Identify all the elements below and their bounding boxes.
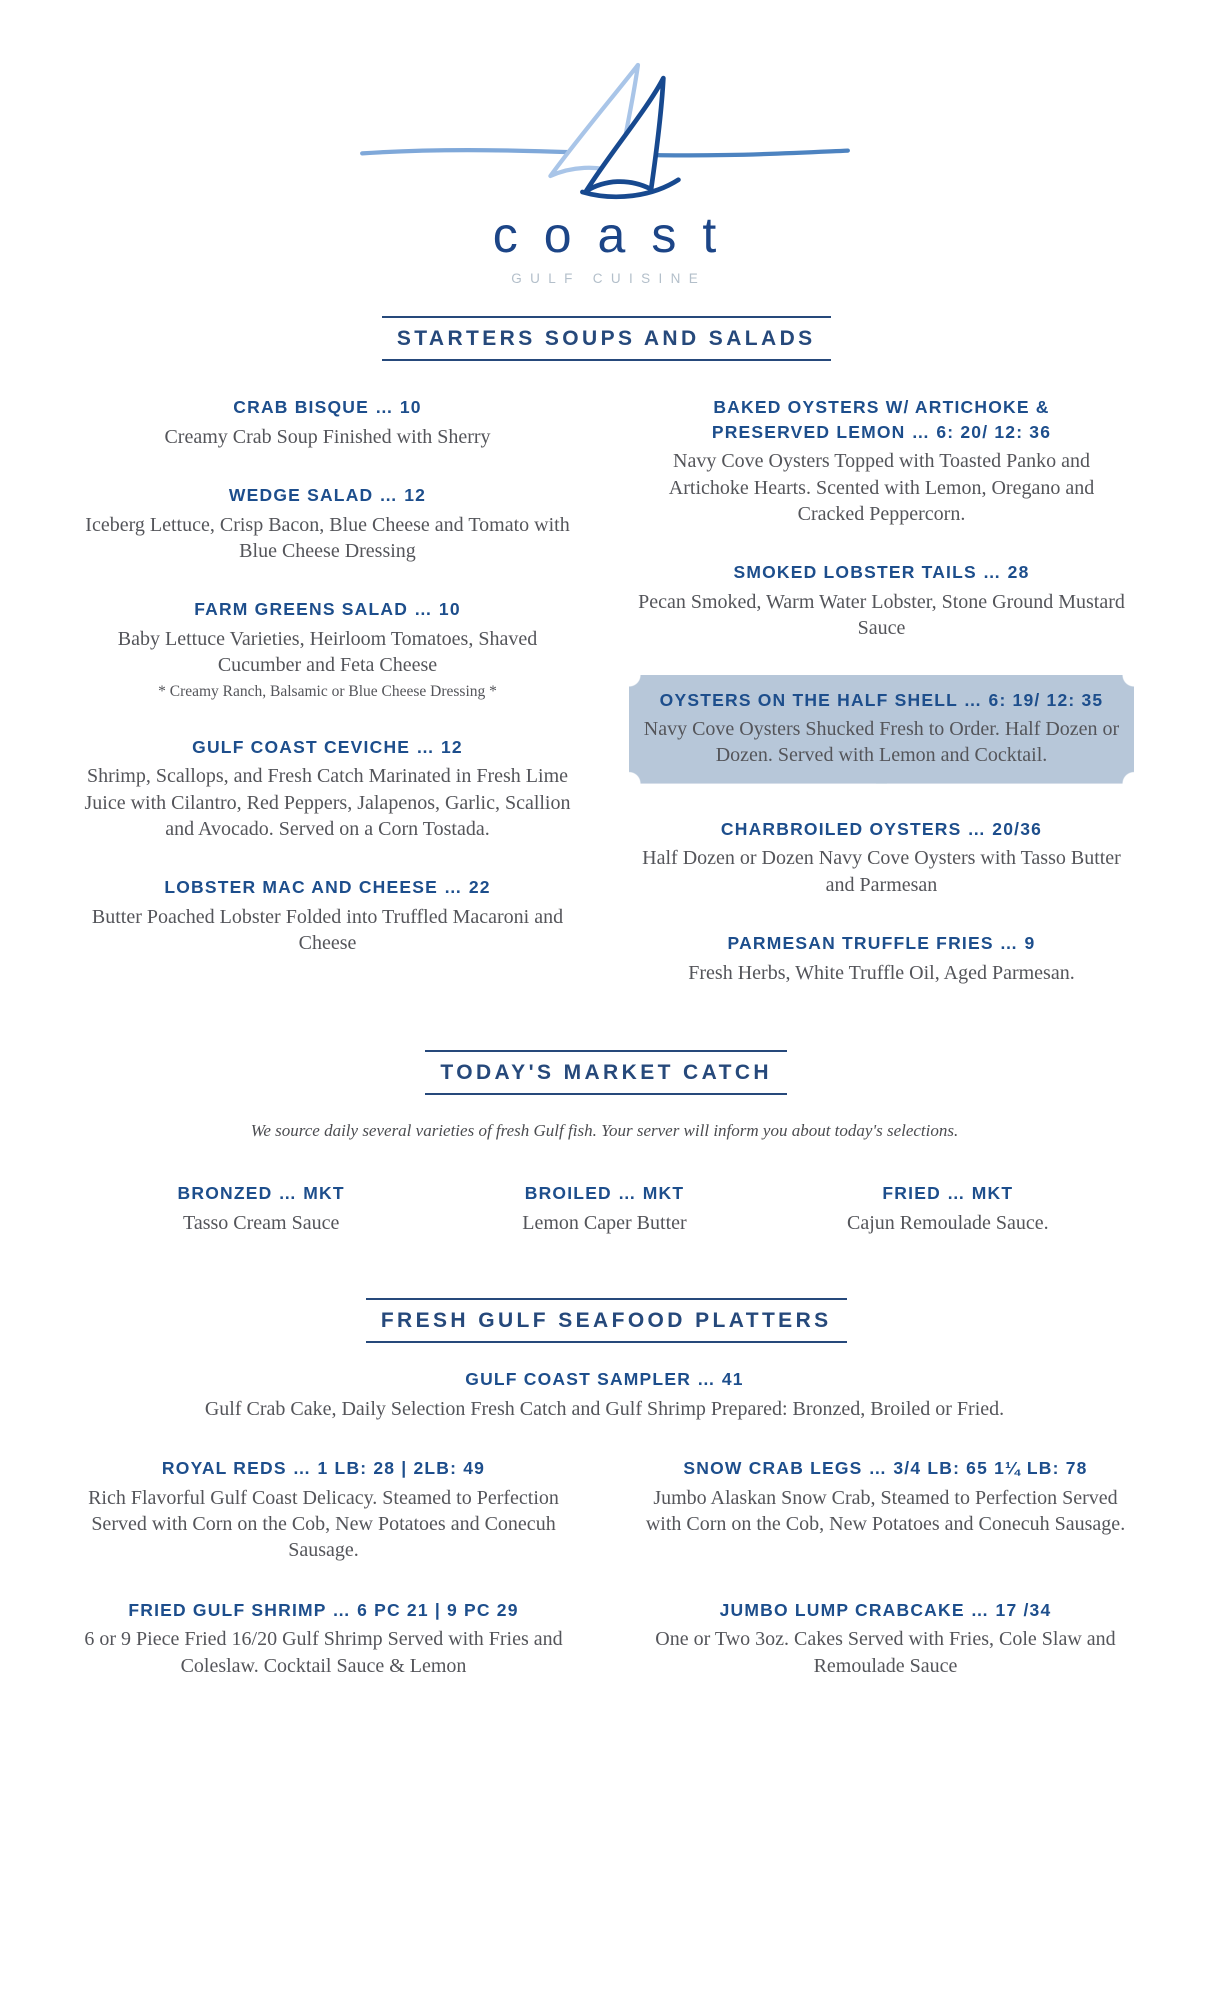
item-description: Iceberg Lettuce, Crisp Bacon, Blue Cheese and Tomato with Blue Cheese Dressing — [85, 513, 570, 562]
item-description: Jumbo Alaskan Snow Crab, Steamed to Perfection Served with Corn on the Cob, New Potatoes and Conecuh Sausage. — [645, 1486, 1126, 1535]
item-description: 6 or 9 Piece Fried 16/20 Gulf Shrimp Served with Fries and Coleslaw. Cocktail Sauce & Lemon — [84, 1628, 563, 1677]
item-name: GULF COAST SAMPLER … 41 — [465, 1369, 744, 1390]
item-name: ROYAL REDS … 1 LB: 28 | 2LB: 49 — [161, 1458, 486, 1479]
sailboat-icon — [335, 48, 875, 208]
platters-grid — [65, 1456, 1145, 1679]
market-option-fried — [776, 1181, 1119, 1236]
menu-item-oysters-half-shell-highlighted — [629, 675, 1135, 784]
item-description: Tasso Cream Sauce — [183, 1211, 340, 1234]
item-name: FRIED GULF SHRIMP … 6 PC 21 | 9 PC 29 — [128, 1599, 519, 1620]
item-description: Creamy Crab Soup Finished with Sherry — [164, 425, 491, 448]
menu-item-crab-bisque — [75, 395, 581, 450]
item-description: Butter Poached Lobster Folded into Truffled Macaroni and Cheese — [91, 905, 564, 955]
item-name: FRIED … MKT — [882, 1183, 1014, 1204]
item-description: Lemon Caper Butter — [522, 1211, 687, 1234]
item-name: BAKED OYSTERS W/ ARTICHOKE & PRESERVED LEMON … 6: 20/ 12: 36 — [711, 397, 1052, 442]
item-description: Fresh Herbs, White Truffle Oil, Aged Parmesan. — [688, 961, 1075, 984]
item-name: WEDGE SALAD … 12 — [228, 485, 427, 506]
menu-item-parmesan-truffle-fries — [629, 931, 1135, 986]
item-description: Rich Flavorful Gulf Coast Delicacy. Steamed to Perfection Served with Corn on the Cob, New Potatoes and Conecuh Sausage. — [88, 1486, 559, 1562]
restaurant-logo — [0, 48, 1209, 286]
item-name: BRONZED … MKT — [177, 1183, 345, 1204]
item-description: Navy Cove Oysters Shucked Fresh to Order. Half Dozen or Dozen. Served with Lemon and Cocktail. — [643, 718, 1120, 767]
menu-item-gulf-coast-ceviche — [75, 735, 581, 843]
item-description: Cajun Remoulade Sauce. — [847, 1211, 1049, 1234]
section-heading-platters: FRESH GULF SEAFOOD PLATTERS — [0, 1298, 1209, 1343]
section-heading-market-catch: TODAY'S MARKET CATCH — [0, 1050, 1209, 1095]
market-catch-intro: We source daily several varieties of fresh Gulf fish. Your server will inform you about today's selections. — [250, 1121, 959, 1141]
item-name: JUMBO LUMP CRABCAKE … 17 /34 — [719, 1599, 1052, 1620]
item-description: Baby Lettuce Varieties, Heirloom Tomatoes, Shaved Cucumber and Feta Cheese — [117, 627, 538, 677]
item-name: GULF COAST CEVICHE … 12 — [192, 736, 463, 757]
starters-left-column — [75, 395, 581, 986]
item-name: CHARBROILED OYSTERS … 20/36 — [720, 818, 1043, 839]
item-note: * Creamy Ranch, Balsamic or Blue Cheese Dressing * — [158, 682, 497, 700]
menu-item-royal-reds — [65, 1456, 583, 1564]
item-name: LOBSTER MAC AND CHEESE … 22 — [164, 877, 491, 898]
menu-item-snow-crab-legs — [627, 1456, 1145, 1564]
menu-item-wedge-salad — [75, 483, 581, 564]
menu-item-farm-greens-salad — [75, 597, 581, 701]
section-heading-starters: STARTERS SOUPS AND SALADS — [0, 316, 1209, 361]
item-description: Shrimp, Scallops, and Fresh Catch Marinated in Fresh Lime Juice with Cilantro, Red Peppers, Jalapenos, Garlic, Scallion and Avocado. Served on a Corn Tostada. — [84, 765, 571, 841]
logo-wordmark: coast — [492, 207, 743, 263]
item-description: Half Dozen or Dozen Navy Cove Oysters with Tasso Butter and Parmesan — [642, 847, 1121, 896]
market-catch-options — [90, 1181, 1120, 1236]
item-name: SNOW CRAB LEGS … 3/4 LB: 65 1¼ LB: 78 — [683, 1458, 1088, 1479]
item-name: OYSTERS ON THE HALF SHELL … 6: 19/ 12: 35 — [659, 689, 1104, 710]
item-name: SMOKED LOBSTER TAILS … 28 — [733, 562, 1030, 583]
item-name: FARM GREENS SALAD … 10 — [194, 599, 461, 620]
item-description: One or Two 3oz. Cakes Served with Fries, Cole Slaw and Remoulade Sauce — [655, 1628, 1116, 1677]
menu-item-lobster-mac-and-cheese — [75, 875, 581, 956]
menu-item-jumbo-lump-crabcake — [627, 1598, 1145, 1679]
starters-columns — [75, 395, 1135, 986]
market-option-bronzed — [90, 1181, 433, 1236]
menu-item-fried-gulf-shrimp — [65, 1598, 583, 1679]
menu-item-gulf-coast-sampler — [0, 1367, 1209, 1422]
item-name: BROILED … MKT — [524, 1183, 685, 1204]
menu-item-smoked-lobster-tails — [629, 560, 1135, 641]
item-description: Pecan Smoked, Warm Water Lobster, Stone Ground Mustard Sauce — [638, 590, 1125, 640]
starters-right-column — [629, 395, 1135, 986]
logo-tagline: GULF CUISINE — [511, 271, 707, 286]
item-name: CRAB BISQUE … 10 — [233, 397, 422, 418]
menu-item-baked-oysters — [629, 395, 1135, 527]
market-option-broiled — [433, 1181, 776, 1236]
item-description: Navy Cove Oysters Topped with Toasted Panko and Artichoke Hearts. Scented with Lemon, Oregano and Cracked Peppercorn. — [668, 450, 1095, 525]
item-description: Gulf Crab Cake, Daily Selection Fresh Catch and Gulf Shrimp Prepared: Bronzed, Broiled or Fried. — [204, 1397, 1005, 1420]
menu-item-charbroiled-oysters — [629, 817, 1135, 898]
item-name: PARMESAN TRUFFLE FRIES … 9 — [727, 933, 1036, 954]
